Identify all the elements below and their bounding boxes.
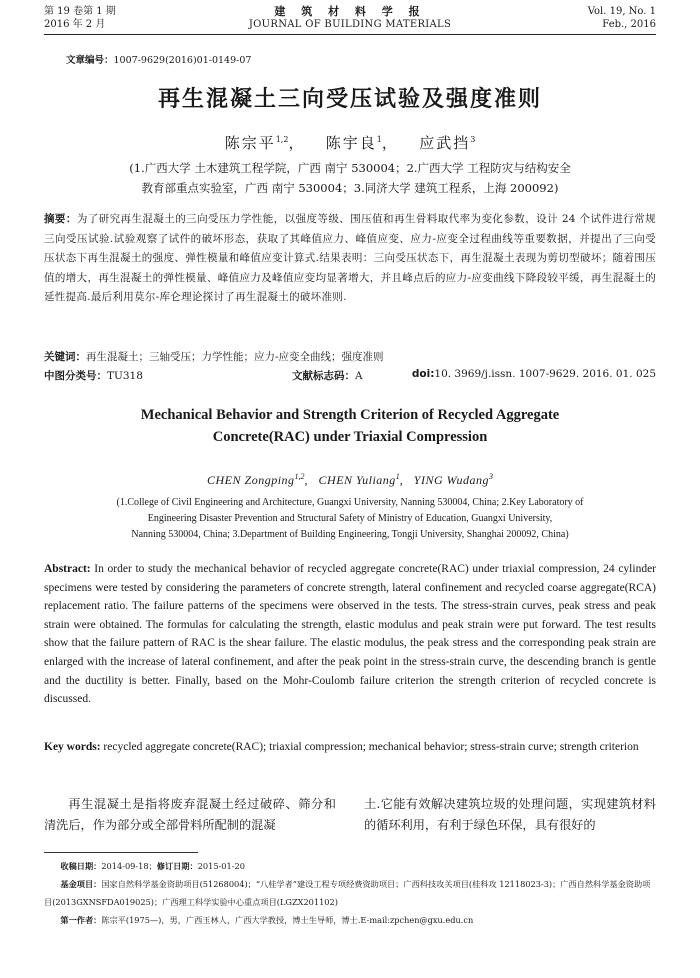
issue-date: 2016 年 2 月 [44,19,106,30]
volume-issue-en: Vol. 19, No. 1 [587,6,656,17]
abstract-en [44,560,656,709]
abstract-en-text: In order to study the mechanical behavior of recycled aggregate concrete(RAC) under triaxial compression, 24 cylinder specimens were tested by considering the parameters of concrete strength, lateral confinement and recycled coarse aggregate(RCA) replacement ratio. The failure patterns of the specimens were observed in the tests. The stress-strain curves, peak stress and peak strain were obtained. The formulas for calculating the strength, elastic modulus and peak strain were put forward. The test results show that the failure pattern of RAC is the shear failure. The elastic modulus, the peak stress and the corresponding peak strain are enlarged with the increase of lateral confinement, and after the peak point in the stress-strain curve, the descending branch is gentle and the ductility is better. Finally, based on the Mohr-Coulomb failure criterion the strength criterion of recycled concrete is discussed. [44,563,656,706]
revised-date: 2015-01-20 [197,861,245,871]
keywords-cn-label: 关键词： [44,351,86,363]
document-code-value: A [355,370,363,382]
header-rule [44,34,656,35]
affiliation-line: 教育部重点实验室，广西 南宁 530004；3.同济大学 建筑工程系，上海 200092) [141,181,559,195]
doi-label: doi: [411,368,435,380]
title-en [0,404,700,448]
abstract-cn-label: 摘要： [44,213,77,225]
issue-date-en: Feb., 2016 [602,19,656,30]
footnote-rule [44,852,198,853]
title-cn: 再生混凝土三向受压试验及强度准则 [157,87,542,112]
article-number-label: 文章编号： [66,55,114,66]
affiliation-line: (1.广西大学 土木建筑工程学院，广西 南宁 530004；2.广西大学 工程防灾与结构安全 [129,161,571,175]
author-affiliation-mark: 1,2 [275,135,289,144]
author-name: 陈宇良 [325,134,377,152]
author-affiliation-mark: 1,2 [294,472,305,481]
funding-text: 国家自然科学基金资助项目(51268004)；“八桂学者”建设工程专项经费资助项目；广西科技攻关项目(桂科攻 12118023-3)；广西自然科学基金资助项目(2013GXNSFDA019025)；广西理工科学实验中心重点项目(LGZX201102) [44,879,651,907]
clc-number [44,368,143,383]
journal-name [44,5,656,31]
authors-cn: 陈宗平$^{1,2}$， 陈宇良$^1$， 应武挡$^3$ [224,134,476,152]
keywords-cn [44,349,656,364]
volume-issue: 第 19 卷第 1 期 [44,6,116,17]
body-column-left: 再生混凝土是指将废弃混凝土经过破碎、筛分和清洗后，作为部分或全部骨料所配制的混凝 [44,797,336,832]
author-affiliation-mark: 3 [488,472,493,481]
title-en-line: Mechanical Behavior and Strength Criterion of Recycled Aggregate [140,407,560,423]
body-column-right: 土.它能有效解决建筑垃圾的处理问题，实现建筑材料的循环利用，有利于绿色环保，具有很好的 [364,797,656,832]
clc-label: 中图分类号： [44,370,107,382]
author-affiliation-mark: 1 [395,472,400,481]
classification-row [44,368,656,384]
first-author-text: 陈宗平(1975—)，男，广西玉林人，广西大学教授，博士生导师，博士.E-mail:zpchen@gxu.edu.cn [101,915,474,925]
author-name: 应武挡 [419,134,471,152]
journal-name-cn: 建 筑 材 料 学 报 [274,5,426,18]
authors-en: CHEN Zongping$^{1,2}$, CHEN Yuliang$^1$, YING Wudang$^3$ [207,472,493,487]
author-affiliation-mark: 1 [376,135,382,144]
title-en-line: Concrete(RAC) under Triaxial Compression [212,429,488,445]
affiliation-en-line: Engineering Disaster Prevention and Structural Safety of Ministry of Education, Guangxi University, [147,513,553,524]
document-code-label: 文献标志码： [292,370,355,382]
keywords-en-text: recycled aggregate concrete(RAC); triaxial compression; mechanical behavior; stress-strain curve; strength criterion [103,741,639,753]
received-label: 收稿日期： [60,861,102,871]
issue-info-en [588,5,656,31]
keywords-cn-text: 再生混凝土；三轴受压；力学性能；应力-应变全曲线；强度准则 [86,351,384,363]
journal-name-en: JOURNAL OF BUILDING MATERIALS [248,19,452,30]
doi-value: 10. 3969/j.issn. 1007-9629. 2016. 01. 025 [434,368,656,380]
author-affiliation-mark: 3 [470,135,476,144]
abstract-cn-text: 为了研究再生混凝土的三向受压力学性能，以强度等级、围压值和再生骨料取代率为变化参数，设计 24 个试件进行常规三向受压试验.试验观察了试件的破坏形态，获取了其峰值应力、峰值应变、应力-应变全过程曲线等重要数据，并提出了三向受压状态下再生混凝土的强度、弹性模量和峰值应变计算式.结果表明：三向受压状态下，再生混凝土表现为剪切型破坏；随着围压值的增大，再生混凝土的弹性模量、峰值应力及峰值应变均显著增大，并且峰点后的应力-应变曲线下降段较平缓，再生混凝土的延性提高.最后利用莫尔-库仑理论探讨了再生混凝土的破坏准则. [44,213,656,303]
affiliations-en [70,495,630,543]
revised-label: 修订日期： [156,861,198,871]
affiliation-en-line: Nanning 530004, China; 3.Department of Building Engineering, Tongji University, Shanghai 200092, China) [131,529,569,540]
body-text [44,794,656,838]
footnotes [44,857,656,929]
author-name-en: CHEN Yuliang [318,473,396,487]
abstract-en-label: Abstract: [44,563,91,575]
first-author-label: 第一作者： [60,915,102,925]
affiliations-cn [80,158,620,198]
author-name-en: YING Wudang [413,473,489,487]
received-date: 2014-09-18； [101,861,157,871]
doi[interactable] [412,368,656,380]
keywords-en-label: Key words: [44,741,101,753]
running-header [44,5,656,35]
author-name: 陈宗平 [224,134,276,152]
footnote-funding [44,875,656,911]
document-code [292,368,363,383]
funding-label: 基金项目： [60,879,102,889]
article-number-value: 1007-9629(2016)01-0149-07 [113,55,252,66]
affiliation-en-line: (1.College of Civil Engineering and Architecture, Guangxi University, Nanning 530004, China; 2.Key Laboratory of [116,497,584,508]
abstract-cn [44,210,656,308]
footnote-dates [44,857,656,875]
clc-value: TU318 [107,370,143,382]
author-name-en: CHEN Zongping [207,473,295,487]
article-number [66,52,251,66]
footnote-first-author [44,911,656,929]
keywords-en [44,738,656,757]
